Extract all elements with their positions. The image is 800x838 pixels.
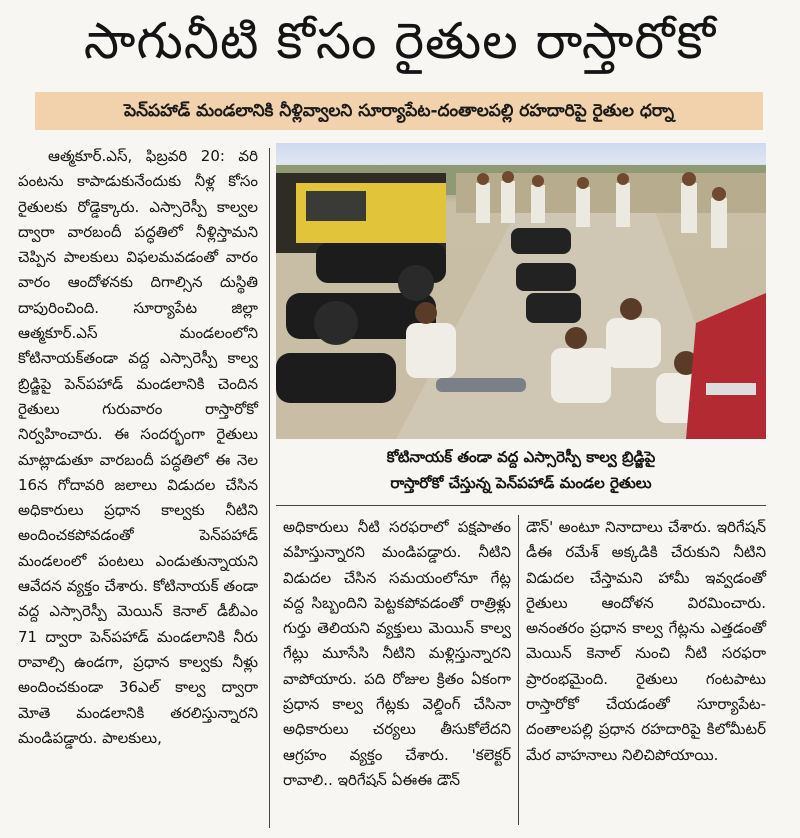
photo-caption bbox=[276, 444, 766, 498]
column-divider-1 bbox=[269, 148, 270, 828]
article-column-1 bbox=[18, 144, 258, 834]
column-2-text: అధికారులు నీటి సరఫరాలో పక్షపాతం వహిస్తున్నారని మండిపడ్డారు. నీటిని విడుదల చేసిన సమయంలోనూ గేట్ల వద్ద సిబ్బందిని పెట్టకపోవడంతో రాత్రిళ్లు గుర్తు తెలియని వ్యక్తులు మెయిన్ కాల్వ గేట్లు మూసేసి నీటిని మళ్లిస్తున్నారని వాపోయారు. పది రోజుల క్రితం ఏకంగా ప్రధాన కాల్వ గేట్లకు వెల్డింగ్ చేసినా అధికారులు చర్యలు తీసుకోలేదని ఆగ్రహం వ్యక్తం చేశారు. 'కలెక్టర్ రావాలి.. ఇరిగేషన్ ఏఈఈ డౌన్ bbox=[283, 518, 511, 789]
article-headline: సాగునీటి కోసం రైతుల రాస్తారోకో bbox=[83, 12, 717, 70]
news-photo bbox=[276, 143, 766, 439]
article-subheadline: పెన్‌పహాడ్ మండలానికి నీళ్లివ్వాలని సూర్యాపేట-దంతాలపల్లి రహదారిపై రైతుల ధర్నా bbox=[35, 92, 763, 130]
caption-divider bbox=[276, 505, 766, 506]
article-column-2 bbox=[283, 515, 511, 825]
article-column-3 bbox=[526, 515, 766, 825]
caption-line-1: కోటినాయక్ తండా వద్ద ఎస్సారెస్పీ కాల్వ బ్రిడ్జిపై bbox=[386, 448, 656, 466]
column-divider-2 bbox=[518, 515, 519, 825]
column-1-text: ఆత్మకూర్.ఎస్, ఫిబ్రవరి 20: వరి పంటను కాపాడుకునేందుకు నీళ్ల కోసం రైతులకు రోడ్డెక్కారు. ఎస్సారెస్పీ కాల్వల ద్వారా వారబందీ పద్ధతిలో నీళ్లిస్తామని చెప్పిన పాలకులు విఫలమవడంతో వారం వారం ఆందోళనకు దిగాల్సిన దుస్థితి దాపురించింది. సూర్యాపేట జిల్లా ఆత్మకూర్.ఎస్ మండలంలోని కోటినాయక్‌తండా వద్ద ఎస్సారెస్పీ కాల్వ బ్రిడ్జిపై పెన్‌పహాడ్ మండలానికి చెందిన రైతులు గురువారం రాస్తారోకో నిర్వహించారు. ఈ సందర్భంగా రైతులు మాట్లాడుతూ వారబందీ పద్ధతిలో ఈ నెల 16న గోదావరి జలాలు విడుదల చేసిన అధికారులు ప్రధాన కాల్వకు నీటిని అందించకపోవడంతో పెన్‌పహాడ్ మండలంలో పంటలు ఎండుతున్నాయని ఆవేదన వ్యక్తం చేశారు. కోటినాయక్ తండా వద్ద ఎస్సారెస్పీ మెయిన్ కెనాల్ డీబీఎం 71 ద్వారా పెన్‌పహాడ్ మండలానికి నీరు రావాల్సి ఉండగా, ప్రధాన కాల్వకు నీళ్లు అందించకుండా 36ఎల్ కాల్వ ద్వారా మోతె మండలానికి తరలిస్తున్నారని మండిపడ్డారు. పాలకులు, bbox=[18, 147, 258, 747]
column-3-text: డౌన్' అంటూ నినాదాలు చేశారు. ఇరిగేషన్ డీఈ రమేశ్ అక్కడికి చేరుకుని నీటిని విడుదల చేస్తామని హామీ ఇవ్వడంతో రైతులు ఆందోళన విరమించారు. అనంతరం ప్రధాన కాల్వ గేట్లను ఎత్తడంతో మెయిన్ కెనాల్ నుంచి నీటి సరఫరా ప్రారంభమైంది. రైతులు గంటపాటు రాస్తారోకో చేయడంతో సూర్యాపేట-దంతాలపల్లి ప్రధాన రహదారిపై కిలోమీటర్ మేర వాహనాలు నిలిచిపోయాయి. bbox=[526, 518, 766, 764]
caption-line-2: రాస్తారోకో చేస్తున్న పెన్‌పహాడ్ మండల రైతులు bbox=[390, 474, 652, 492]
farmers-protest-photo bbox=[276, 143, 766, 439]
